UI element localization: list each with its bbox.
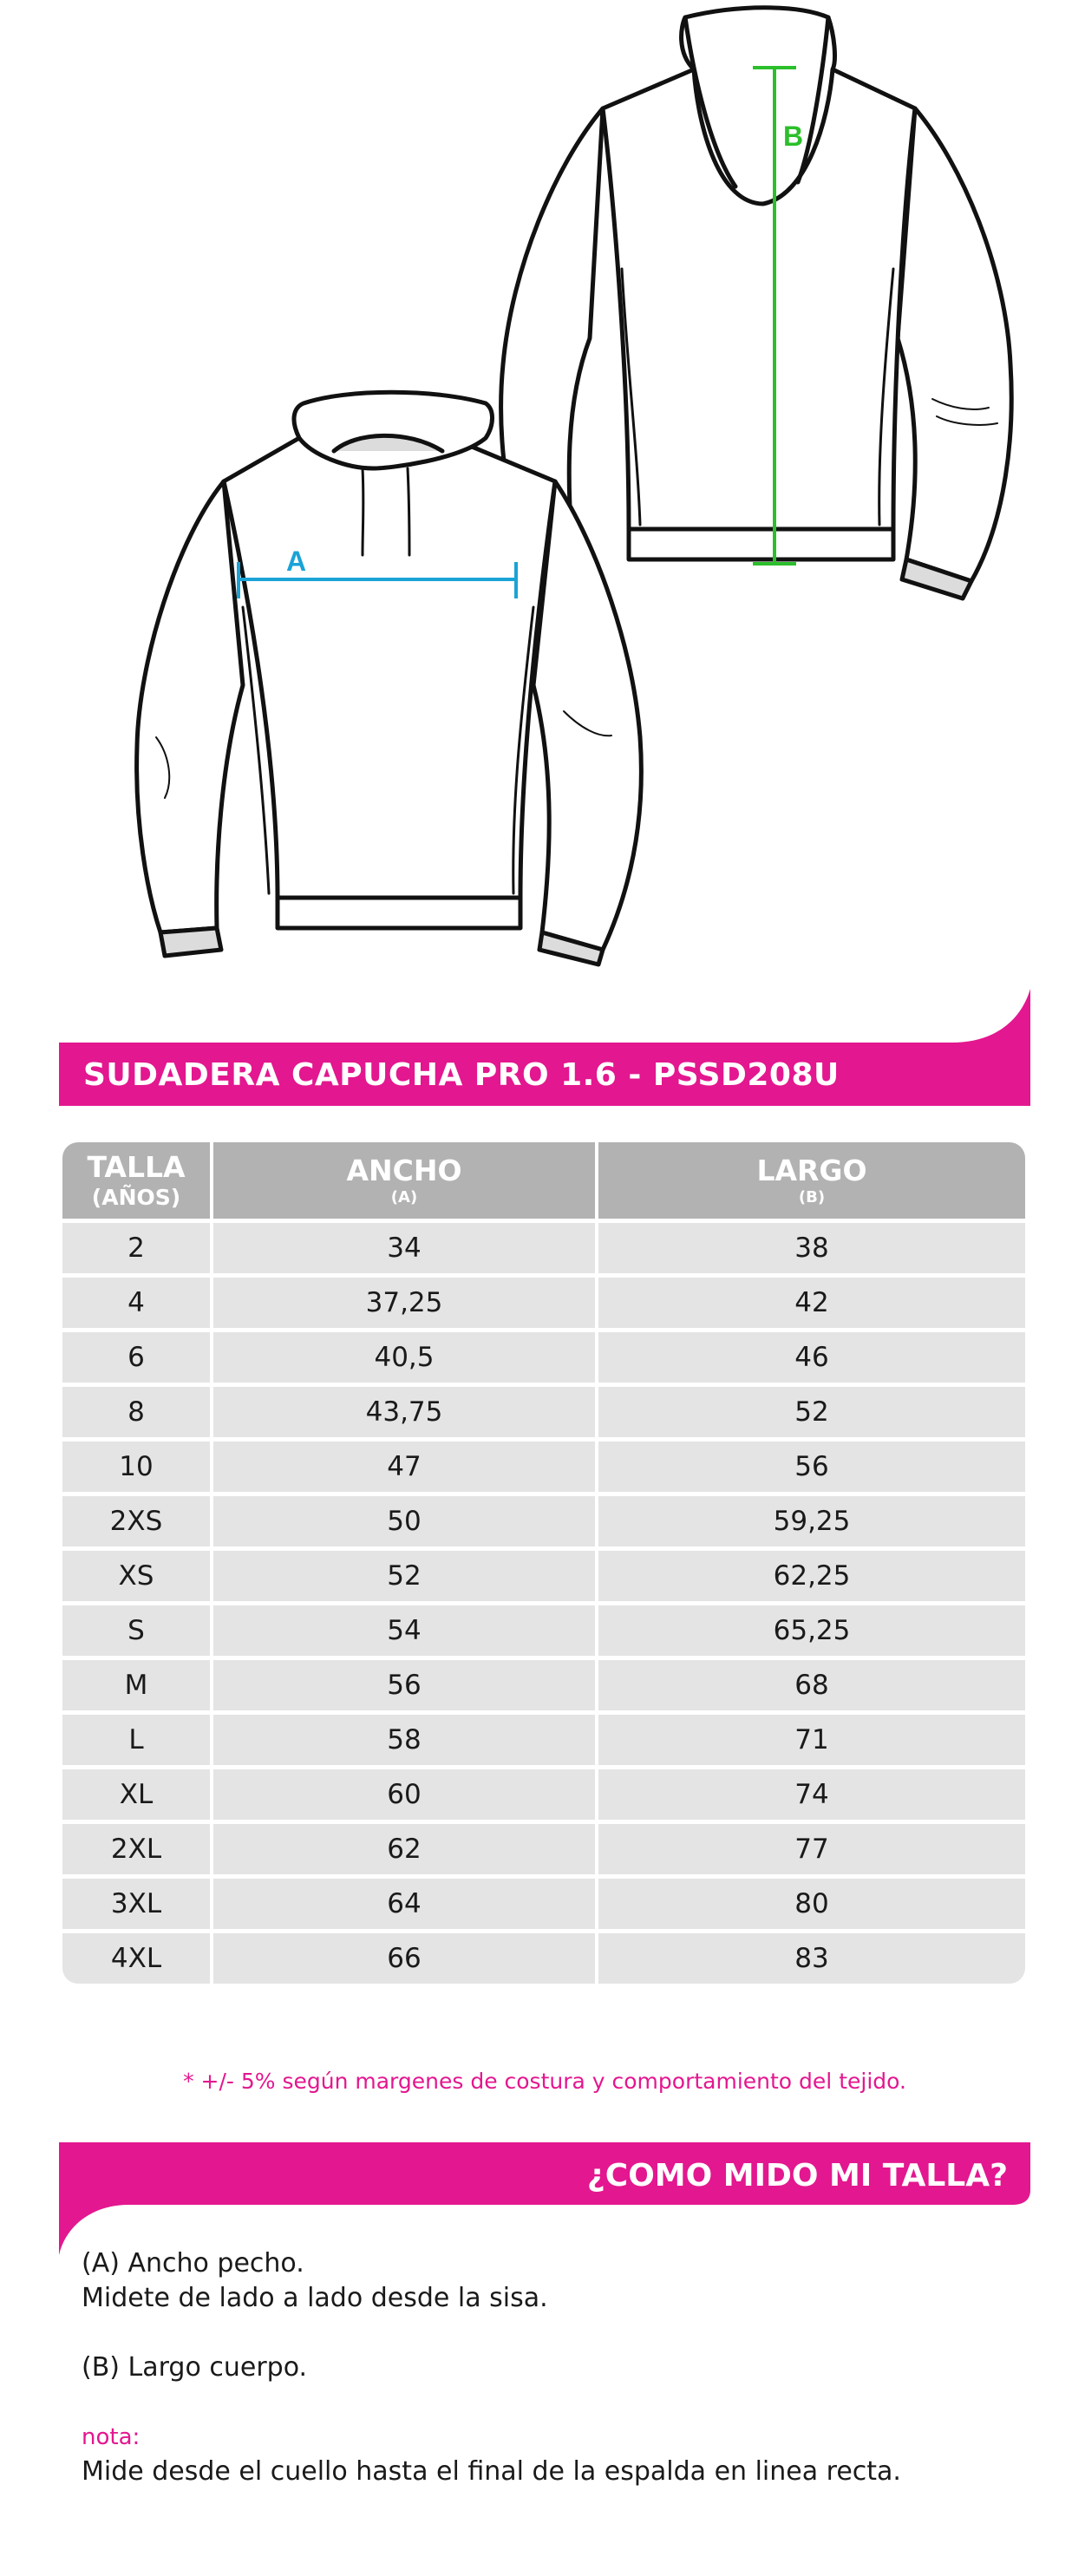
table-row xyxy=(62,1879,1025,1929)
cell-talla: 4 xyxy=(62,1278,210,1328)
table-row xyxy=(62,1715,1025,1765)
cell-talla: L xyxy=(62,1715,210,1765)
cell-largo: 68 xyxy=(595,1660,1025,1710)
cell-largo: 52 xyxy=(595,1387,1025,1437)
header-largo: LARGO (B) xyxy=(595,1142,1025,1219)
cell-largo: 74 xyxy=(595,1769,1025,1820)
cell-largo: 62,25 xyxy=(595,1551,1025,1601)
cell-talla: 2 xyxy=(62,1223,210,1273)
instruction-a-title: (A) Ancho pecho. xyxy=(82,2248,304,2279)
cell-ancho: 62 xyxy=(210,1824,595,1874)
instruction-a-text: Midete de lado a lado desde la sisa. xyxy=(82,2283,548,2313)
table-row xyxy=(62,1223,1025,1273)
cell-ancho: 58 xyxy=(210,1715,595,1765)
cell-talla: M xyxy=(62,1660,210,1710)
cell-largo: 46 xyxy=(595,1332,1025,1383)
table-row xyxy=(62,1387,1025,1437)
measure-a-label: A xyxy=(286,546,307,577)
cell-largo: 38 xyxy=(595,1223,1025,1273)
table-row xyxy=(62,1332,1025,1383)
cell-ancho: 60 xyxy=(210,1769,595,1820)
table-row xyxy=(62,1933,1025,1984)
cell-ancho: 56 xyxy=(210,1660,595,1710)
cell-ancho: 37,25 xyxy=(210,1278,595,1328)
cell-talla: 4XL xyxy=(62,1933,210,1984)
cell-ancho: 52 xyxy=(210,1551,595,1601)
table-row xyxy=(62,1605,1025,1656)
cell-largo: 80 xyxy=(595,1879,1025,1929)
table-row xyxy=(62,1278,1025,1328)
cell-talla: XS xyxy=(62,1551,210,1601)
hoodie-back-view xyxy=(501,8,1012,598)
size-table xyxy=(62,1138,1025,1988)
cell-ancho: 40,5 xyxy=(210,1332,595,1383)
cell-ancho: 34 xyxy=(210,1223,595,1273)
cell-talla: 2XS xyxy=(62,1496,210,1546)
cell-talla: 8 xyxy=(62,1387,210,1437)
cell-largo: 77 xyxy=(595,1824,1025,1874)
cell-talla: 10 xyxy=(62,1442,210,1492)
cell-ancho: 43,75 xyxy=(210,1387,595,1437)
table-row xyxy=(62,1660,1025,1710)
nota-label: nota: xyxy=(82,2424,141,2450)
cell-ancho: 66 xyxy=(210,1933,595,1984)
cell-largo: 71 xyxy=(595,1715,1025,1765)
cell-ancho: 54 xyxy=(210,1605,595,1656)
cell-largo: 83 xyxy=(595,1933,1025,1984)
header-talla: TALLA (AÑOS) xyxy=(62,1142,210,1219)
table-row xyxy=(62,1824,1025,1874)
table-header-row xyxy=(62,1142,1025,1219)
how-to-measure-title: ¿COMO MIDO MI TALLA? xyxy=(586,2158,1008,2194)
cell-ancho: 47 xyxy=(210,1442,595,1492)
header-ancho: ANCHO (A) xyxy=(210,1142,595,1219)
cell-largo: 65,25 xyxy=(595,1605,1025,1656)
table-row xyxy=(62,1769,1025,1820)
instruction-b-title: (B) Largo cuerpo. xyxy=(82,2352,308,2383)
cell-ancho: 50 xyxy=(210,1496,595,1546)
hoodie-measurement-diagram xyxy=(0,0,1085,980)
cell-talla: 3XL xyxy=(62,1879,210,1929)
cell-ancho: 64 xyxy=(210,1879,595,1929)
cell-talla: XL xyxy=(62,1769,210,1820)
title-banner xyxy=(59,989,1030,1106)
tolerance-note: * +/- 5% según margenes de costura y comportamiento del tejido. xyxy=(183,2069,906,2094)
measurement-instructions xyxy=(82,2246,1018,2489)
table-row xyxy=(62,1551,1025,1601)
cell-talla: S xyxy=(62,1605,210,1656)
nota-text: Mide desde el cuello hasta el final de la espalda en linea recta. xyxy=(82,2456,901,2487)
cell-talla: 2XL xyxy=(62,1824,210,1874)
cell-largo: 59,25 xyxy=(595,1496,1025,1546)
how-to-measure-banner xyxy=(59,2142,1030,2255)
cell-largo: 56 xyxy=(595,1442,1025,1492)
measure-b-label: B xyxy=(783,121,804,152)
product-title: SUDADERA CAPUCHA PRO 1.6 - PSSD208U xyxy=(83,1057,840,1093)
cell-largo: 42 xyxy=(595,1278,1025,1328)
cell-talla: 6 xyxy=(62,1332,210,1383)
table-row xyxy=(62,1442,1025,1492)
table-row xyxy=(62,1496,1025,1546)
